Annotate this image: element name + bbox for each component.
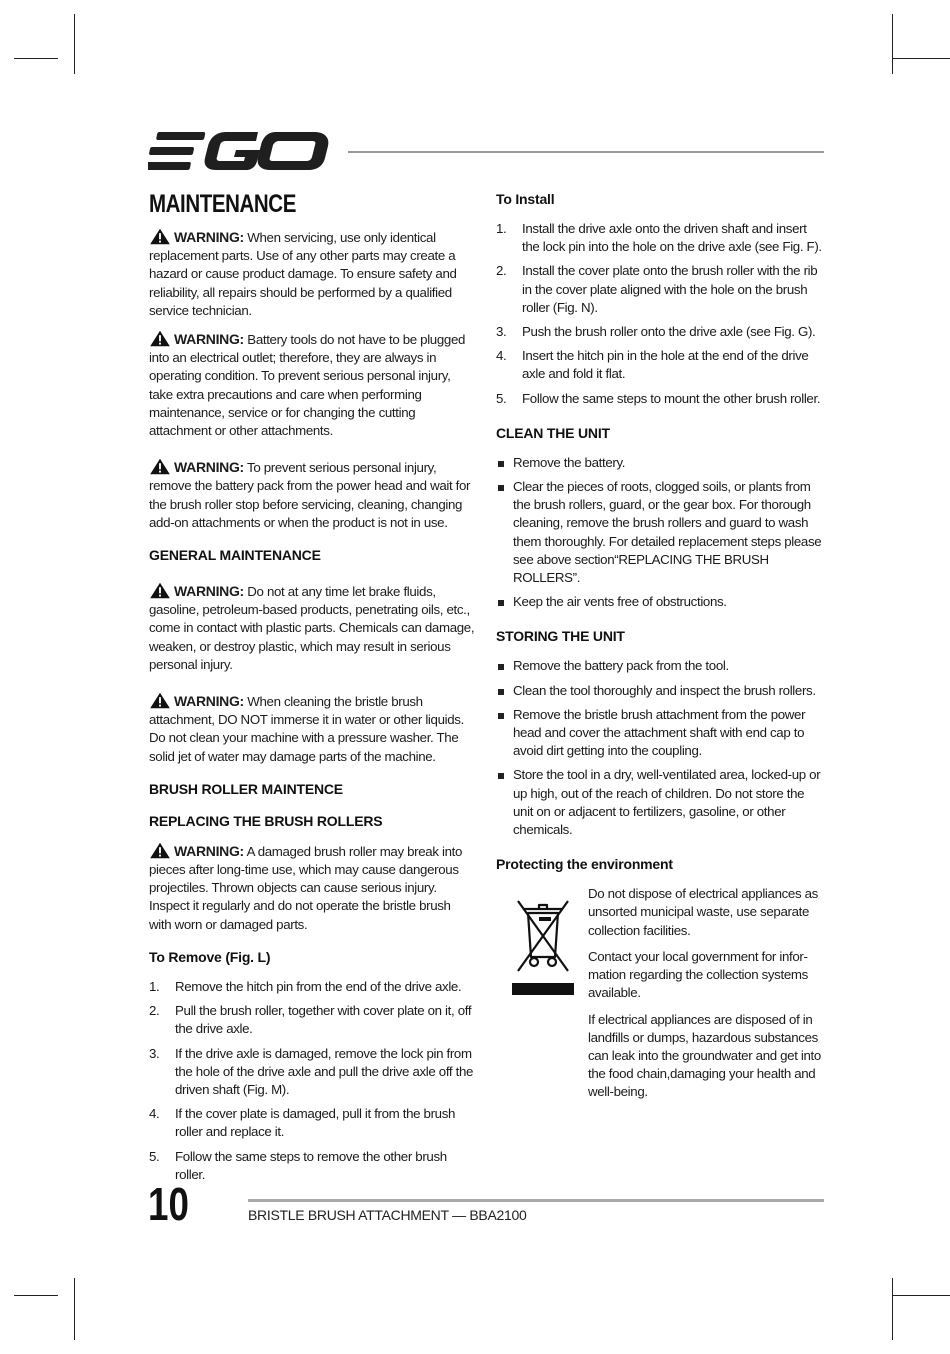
list-item: 5. Follow the same steps to remove the other brush roller. <box>149 1148 447 1182</box>
left-column <box>149 188 476 1196</box>
crop-mark <box>14 1295 58 1296</box>
crossed-out-bin-icon <box>512 887 574 997</box>
document-title: BRISTLE BRUSH ATTACHMENT — BBA2100 <box>248 1207 527 1223</box>
crop-mark <box>892 58 950 59</box>
warning-text: When servicing, use only identical replacement parts. Use of any other parts may create a hazard or cause product damage. To ensure safety and reliability, all repairs should be performed by a qualified service technician. <box>149 230 457 318</box>
warning-triangle-icon <box>149 692 171 709</box>
list-item: 2. Pull the brush roller, together with cover plate on it, off the drive axle. <box>149 1003 472 1037</box>
header-rule <box>348 151 824 153</box>
install-steps-list <box>496 220 826 408</box>
list-item: 1. Install the drive axle onto the driven shaft and insert the lock pin into the hole on the drive axle (see Fig. F). <box>496 221 822 255</box>
warning-text: Battery tools do not have to be plugged into an electrical outlet; therefore, they are always in operating condition. To prevent serious personal injury, take extra precautions and care when performing maintenance, service or for changing the cutting attachment or other attachments. <box>149 332 466 439</box>
to-remove-heading: To Remove (Fig. L) <box>149 948 271 965</box>
crop-mark <box>892 1295 950 1296</box>
storing-list <box>496 657 826 839</box>
crop-mark <box>74 14 75 74</box>
crop-mark <box>892 1278 893 1340</box>
environment-section <box>496 885 826 1101</box>
list-item: 3. Push the brush roller onto the drive axle (see Fig. G). <box>496 324 816 340</box>
warning-text: To prevent serious personal injury, remove the battery pack from the power head and wait for the brush roller stop before servicing, cleaning, changing add-on attachments or when the product is not in use. <box>149 460 471 530</box>
warning-text: Do not at any time let brake fluids, gasoline, petroleum-based products, penetrating oils, etc., come in contact with plastic parts. Chemicals can damage, weaken, or destroy plastic, which may result in serious personal injury. <box>149 584 475 672</box>
crop-mark <box>74 1278 75 1340</box>
warning-triangle-icon <box>149 842 171 859</box>
list-item: Remove the battery pack from the tool. <box>496 657 826 675</box>
warning-triangle-icon <box>149 228 171 245</box>
general-maintenance-heading: GENERAL MAINTENANCE <box>149 547 321 564</box>
list-item: 4. Insert the hitch pin in the hole at the end of the drive axle and fold it flat. <box>496 348 809 382</box>
warning-paragraph <box>149 692 476 766</box>
right-column <box>496 188 826 1110</box>
environment-paragraph: Contact your local government for infor-mation regarding the collection systems available. <box>588 948 808 1001</box>
remove-steps-list <box>149 978 476 1184</box>
list-item: 5. Follow the same steps to mount the other brush roller. <box>496 390 821 406</box>
warning-paragraph <box>149 330 476 440</box>
list-item: Remove the bristle brush attachment from the power head and cover the attachment shaft with end cap to avoid dirt getting into the coupling. <box>496 706 826 761</box>
list-item: Clean the tool thoroughly and inspect the brush rollers. <box>496 682 826 700</box>
warning-label: WARNING: <box>174 459 244 476</box>
warning-label: WARNING: <box>174 693 244 710</box>
page-number: 10 <box>148 1178 189 1230</box>
warning-triangle-icon <box>149 582 171 599</box>
list-item: 1. Remove the hitch pin from the end of the drive axle. <box>149 978 462 994</box>
clean-list <box>496 454 826 612</box>
warning-text: When cleaning the bristle brush attachment, DO NOT immerse it in water or other liquids. Do not clean your machine with a pressure washer. The solid jet of water may damage parts of the machine. <box>149 694 464 764</box>
environment-text <box>588 885 826 1101</box>
list-item: 4. If the cover plate is damaged, pull it from the brush roller and replace it. <box>149 1106 456 1140</box>
crop-mark <box>14 58 58 59</box>
warning-paragraph <box>149 582 476 674</box>
warning-label: WARNING: <box>174 229 244 245</box>
warning-paragraph <box>149 228 476 320</box>
list-item: Remove the battery. <box>496 454 826 472</box>
warning-label: WARNING: <box>174 331 244 348</box>
environment-paragraph: If electrical appliances are disposed of in landfills or dumps, hazardous substances can leak into the groundwater and get into the food chain,damaging your health and well-being. <box>588 1011 821 1100</box>
crop-mark <box>892 14 893 74</box>
brush-roller-maintenance-heading: BRUSH ROLLER MAINTENCE <box>149 780 343 797</box>
clean-the-unit-heading: CLEAN THE UNIT <box>496 424 610 441</box>
list-item: 3. If the drive axle is damaged, remove the lock pin from the hole of the drive axle and pull the drive axle off the driven shaft (Fig. M). <box>149 1045 474 1097</box>
list-item: Clear the pieces of roots, clogged soils, or plants from the brush rollers, guard, or the gear box. For thorough cleaning, remove the brush rollers and guard to wash them thoroughly. For detailed replacement steps please see above section“REPLACING THE BRUSH ROLLERS”. <box>496 478 826 587</box>
storing-the-unit-heading: STORING THE UNIT <box>496 628 625 645</box>
list-item: Store the tool in a dry, well-ventilated area, locked-up or up high, out of the reach of children. Do not store the unit on or adjacent to fertilizers, gasoline, or other chemicals. <box>496 766 826 839</box>
list-item: Keep the air vents free of obstructions. <box>496 593 826 611</box>
warning-triangle-icon <box>149 330 171 347</box>
footer-rule <box>248 1199 824 1202</box>
replacing-brush-rollers-heading: REPLACING THE BRUSH ROLLERS <box>149 812 383 829</box>
page-title: MAINTENANCE <box>149 190 296 218</box>
warning-label: WARNING: <box>174 842 244 859</box>
ego-logo <box>148 130 332 172</box>
protecting-environment-heading: Protecting the environment <box>496 856 673 873</box>
to-install-heading: To Install <box>496 191 555 207</box>
warning-text: A damaged brush roller may break into pieces after long-time use, which may cause dangerous projectiles. Thrown objects can cause serious injury. Inspect it regularly and do not operate the bristle brush with worn or damaged parts. <box>149 843 462 932</box>
warning-paragraph <box>149 458 476 532</box>
warning-label: WARNING: <box>174 583 244 600</box>
environment-paragraph: Do not dispose of electrical appliances as unsorted municipal waste, use separate collection facilities. <box>588 886 818 938</box>
warning-triangle-icon <box>149 458 171 475</box>
list-item: 2. Install the cover plate onto the brush roller with the rib in the cover plate aligned with the hole on the brush roller (Fig. N). <box>496 263 818 315</box>
warning-paragraph <box>149 842 476 934</box>
